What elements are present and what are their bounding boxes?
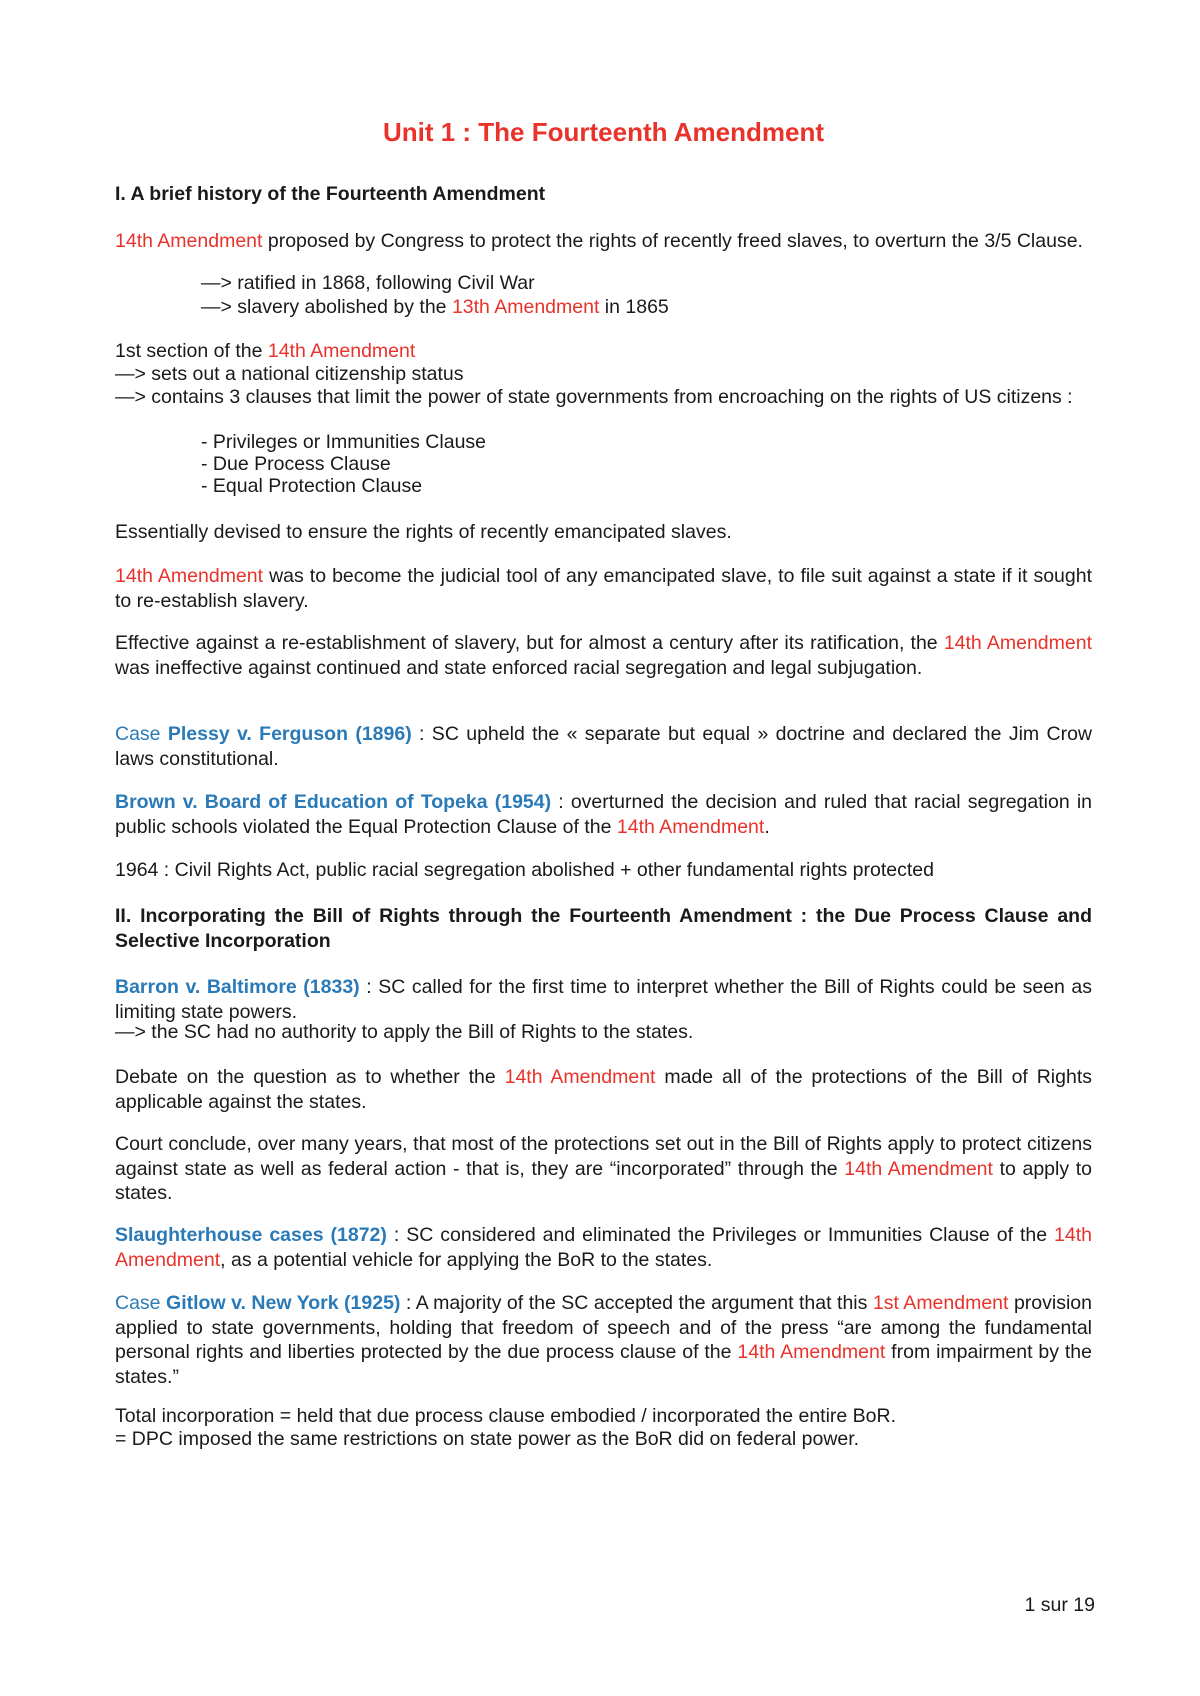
text: Debate on the question as to whether the bbox=[115, 1066, 505, 1088]
amendment-ref: 14th Amendment bbox=[115, 230, 263, 252]
s2-paragraph-1 bbox=[115, 975, 1092, 1024]
s1-clause-item: - Due Process Clause bbox=[201, 453, 391, 475]
text: : SC considered and eliminated the Privileges or Immunities Clause of the bbox=[386, 1224, 1055, 1246]
text: made all of the protections of the Bill of Rights applicable against the states. bbox=[115, 1066, 1092, 1113]
s1-paragraph-1 bbox=[115, 229, 1092, 254]
s2-paragraph-5 bbox=[115, 1291, 1092, 1389]
text: from impairment by the states.” bbox=[115, 1341, 1092, 1388]
page-number: 1 sur 19 bbox=[1024, 1594, 1095, 1616]
case-name: Slaughterhouse cases (1872) bbox=[115, 1224, 387, 1246]
s1-paragraph-3: Essentially devised to ensure the rights of recently emancipated slaves. bbox=[115, 521, 732, 543]
amendment-ref: 14th Amendment bbox=[115, 565, 264, 587]
case-prefix: Case bbox=[115, 723, 168, 745]
text: provision applied to state governments, holding that freedom of speech and of the press “are among the fundamental personal rights and liberties protected by the due process clause of the bbox=[115, 1292, 1092, 1363]
amendment-ref: 14th Amendment bbox=[737, 1341, 886, 1363]
text: : SC called for the first time to interpret whether the Bill of Rights could be seen as limiting state powers. bbox=[115, 976, 1093, 1023]
s2-paragraph-3 bbox=[115, 1132, 1092, 1206]
amendment-ref: 14th Amendment bbox=[844, 1157, 993, 1180]
text: , as a potential vehicle for applying the BoR to the states. bbox=[220, 1248, 713, 1271]
amendment-ref: 14th Amendment bbox=[115, 1224, 1092, 1271]
text: 1st section of the bbox=[115, 340, 268, 362]
case-name: Barron v. Baltimore (1833) bbox=[115, 976, 360, 998]
case-name: Gitlow v. New York (1925) bbox=[166, 1292, 401, 1314]
amendment-ref: 14th Amendment bbox=[943, 632, 1092, 654]
case-name: Plessy v. Ferguson (1896) bbox=[167, 723, 412, 745]
text: proposed by Congress to protect the rights of recently freed slaves, to overturn the 3/5 Clause. bbox=[262, 230, 1083, 252]
page-title: Unit 1 : The Fourteenth Amendment bbox=[382, 117, 825, 147]
s1-p2-line-2: —> contains 3 clauses that limit the power of state governments from encroaching on the rights of US citizens : bbox=[115, 386, 1073, 408]
text: —> slavery abolished by the bbox=[201, 296, 452, 318]
text: Court conclude, over many years, that most of the protections set out in the Bill of Rights apply to protect citizens against state as well as federal action - that is, they are “incorporated” through the bbox=[115, 1133, 1092, 1180]
amendment-ref: 1st Amendment bbox=[872, 1292, 1009, 1314]
s2-p1-line-1: —> the SC had no authority to apply the Bill of Rights to the states. bbox=[115, 1021, 694, 1043]
s1-p1-line-2 bbox=[115, 295, 1178, 320]
text: : overturned the decision and ruled that racial segregation in public schools violated the Equal Protection Clause of the bbox=[115, 791, 1092, 838]
s1-clause-item: - Equal Protection Clause bbox=[201, 475, 423, 497]
s1-paragraph-8: 1964 : Civil Rights Act, public racial segregation abolished + other fundamental rights protected bbox=[115, 859, 934, 881]
amendment-ref: 13th Amendment bbox=[451, 296, 600, 318]
s2-p6-line-1: Total incorporation = held that due process clause embodied / incorporated the entire BoR. bbox=[115, 1405, 897, 1427]
s2-p6-line-2: = DPC imposed the same restrictions on state power as the BoR did on federal power. bbox=[115, 1428, 860, 1450]
text: to apply to states. bbox=[115, 1157, 1092, 1204]
section-1-heading: I. A brief history of the Fourteenth Amendment bbox=[115, 183, 546, 205]
text: was ineffective against continued and state enforced racial segregation and legal subjugation. bbox=[115, 656, 923, 679]
text: in 1865 bbox=[599, 296, 669, 318]
case-prefix: Case bbox=[115, 1292, 167, 1314]
amendment-ref: 14th Amendment bbox=[616, 815, 765, 838]
text: : SC upheld the « separate but equal » doctrine and declared the Jim Crow laws constitutional. bbox=[115, 723, 1093, 770]
amendment-ref: 14th Amendment bbox=[267, 340, 416, 362]
text: . bbox=[764, 815, 770, 838]
s1-paragraph-4 bbox=[115, 564, 1092, 613]
case-name: Brown v. Board of Education of Topeka (1954) bbox=[115, 791, 552, 813]
s2-paragraph-2 bbox=[115, 1065, 1092, 1114]
s1-paragraph-6 bbox=[115, 722, 1092, 771]
s1-clause-item: - Privileges or Immunities Clause bbox=[201, 431, 487, 453]
s2-paragraph-4 bbox=[115, 1223, 1092, 1272]
amendment-ref: 14th Amendment bbox=[504, 1066, 656, 1088]
text: : A majority of the SC accepted the argument that this bbox=[400, 1292, 873, 1314]
s1-paragraph-5 bbox=[115, 631, 1092, 680]
text: Effective against a re-establishment of slavery, but for almost a century after its ratification, the bbox=[115, 632, 944, 654]
section-2-heading: II. Incorporating the Bill of Rights through the Fourteenth Amendment : the Due Process Clause and Selective Incorporation bbox=[115, 905, 1092, 952]
s1-paragraph-2 bbox=[115, 339, 1092, 364]
s1-paragraph-7 bbox=[115, 790, 1092, 839]
text: was to become the judicial tool of any emancipated slave, to file suit against a state if it sought to re-establish slavery. bbox=[115, 565, 1092, 612]
s1-p2-line-1: —> sets out a national citizenship status bbox=[115, 363, 464, 385]
s1-p1-line-1: —> ratified in 1868, following Civil War bbox=[201, 272, 535, 294]
